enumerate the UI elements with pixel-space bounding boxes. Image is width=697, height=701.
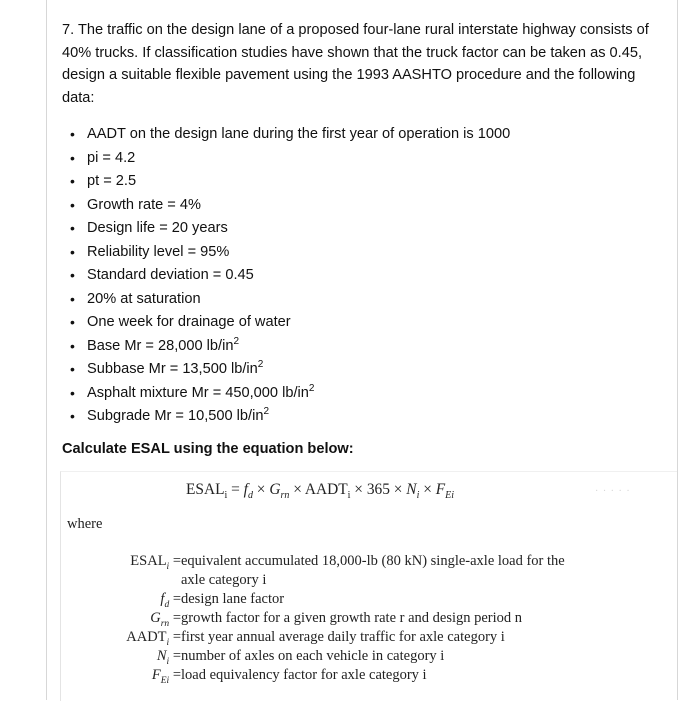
data-item-text: 20% at saturation <box>87 290 201 307</box>
problem-text: The traffic on the design lane of a proposed four-lane rural interstate highway consists of 40% trucks. If classification studies have shown that the truck factor can be taken as 0.45, design a suitable flexible pavement using the 1993 AASHTO procedure and the following data: <box>62 22 649 106</box>
eq-fe: F <box>435 481 446 498</box>
problem-number: 7. <box>62 22 75 38</box>
definition-text: design lane factor <box>181 591 285 607</box>
bullet-icon: • <box>70 384 75 401</box>
eq-aadt: AADT <box>304 481 348 498</box>
data-item-text: Base Mr = 28,000 lb/in <box>87 337 234 354</box>
data-item-text: Subbase Mr = 13,500 lb/in <box>87 361 258 377</box>
data-item <box>62 382 510 406</box>
data-item <box>62 264 510 288</box>
eq-lhs: ESAL <box>186 481 225 498</box>
eq-f: f <box>243 481 248 498</box>
data-item-text: Standard deviation = 0.45 <box>87 267 254 283</box>
definition-text: number of axles on each vehicle in category i <box>181 648 445 664</box>
data-item-sup: 2 <box>263 406 270 417</box>
definition-text: equivalent accumulated 18,000-lb (80 kN) single-axle load for the <box>181 553 565 569</box>
bullet-icon: • <box>70 196 75 213</box>
eq-g-sub: rn <box>280 490 290 502</box>
data-item-text: Reliability level = 95% <box>87 243 230 260</box>
calc-heading: Calculate ESAL using the equation below: <box>62 441 354 457</box>
eq-fe-sub: Ei <box>445 490 455 502</box>
data-item-text: Asphalt mixture Mr = 450,000 lb/in <box>87 384 309 401</box>
esal-equation: $ESAL_i = f_d \times G_{rn}$ × $AADT_i \times 365 \times N_i \times F_{Ei}$ <box>186 481 455 502</box>
bullet-icon: • <box>70 290 75 307</box>
eq-aadt-sub: i <box>347 490 351 502</box>
eq-n: N <box>406 481 417 498</box>
data-item-sup: 2 <box>308 382 315 394</box>
data-item <box>62 217 510 241</box>
data-item <box>62 335 510 359</box>
problem-statement <box>62 19 662 109</box>
definition-symbol: $N_i$ = <box>156 648 181 667</box>
data-item <box>62 194 510 218</box>
data-item-text: Subgrade Mr = 10,500 lb/in <box>87 408 264 424</box>
bullet-icon: • <box>70 361 75 377</box>
data-item-text: Growth rate = 4% <box>87 196 201 213</box>
data-item-text: Design life = 20 years <box>87 220 228 236</box>
definition-symbol: $AADT_i$ = <box>126 629 181 648</box>
bullet-icon: • <box>70 173 75 189</box>
data-item-text: AADT on the design lane during the first year of operation is 1000 <box>87 126 511 142</box>
definition-symbol: $ESAL_i$ = <box>130 553 181 572</box>
definition-symbol: $f_d$ = <box>160 591 181 610</box>
bullet-icon: • <box>70 314 75 330</box>
bullet-icon: • <box>70 149 75 166</box>
eq-g: G <box>269 481 281 498</box>
data-item <box>62 311 510 335</box>
bullet-icon: • <box>70 408 75 424</box>
data-item-text: One week for drainage of water <box>87 314 291 330</box>
definition-symbol: $G_{rn}$ = <box>150 610 181 629</box>
definition-symbol: $F_{Ei}$ = <box>151 667 181 686</box>
definition-text: load equivalency factor for axle category i <box>181 667 427 683</box>
definition-text: growth factor for a given growth rate r and design period n <box>181 610 523 626</box>
data-item-sup: 2 <box>257 359 264 370</box>
eq-f-sub: d <box>247 490 253 502</box>
definition-text: axle category i <box>181 572 267 588</box>
eq-n-sub: i <box>416 490 420 502</box>
given-data-list <box>62 123 510 429</box>
data-item-sup: 2 <box>233 335 239 347</box>
data-item <box>62 358 510 382</box>
bullet-icon: • <box>70 243 75 260</box>
data-item <box>62 147 510 171</box>
bullet-icon: • <box>70 220 75 236</box>
bullet-icon: • <box>70 267 75 283</box>
faint-watermark: · · · · · <box>595 486 631 495</box>
eq-lhs-sub: i <box>224 490 228 502</box>
data-item <box>62 288 510 312</box>
where-label: where <box>67 516 103 532</box>
data-item-text: pt = 2.5 <box>87 173 137 189</box>
data-item-text: pi = 4.2 <box>87 149 136 166</box>
bullet-icon: • <box>70 126 75 142</box>
data-item <box>62 170 510 194</box>
data-item <box>62 405 510 429</box>
equation-image <box>60 471 677 701</box>
data-item <box>62 241 510 265</box>
data-item <box>62 123 510 147</box>
definition-text: first year annual average daily traffic for axle category i <box>181 629 505 645</box>
bullet-icon: • <box>70 337 75 354</box>
eq-days: 365 <box>366 481 390 498</box>
